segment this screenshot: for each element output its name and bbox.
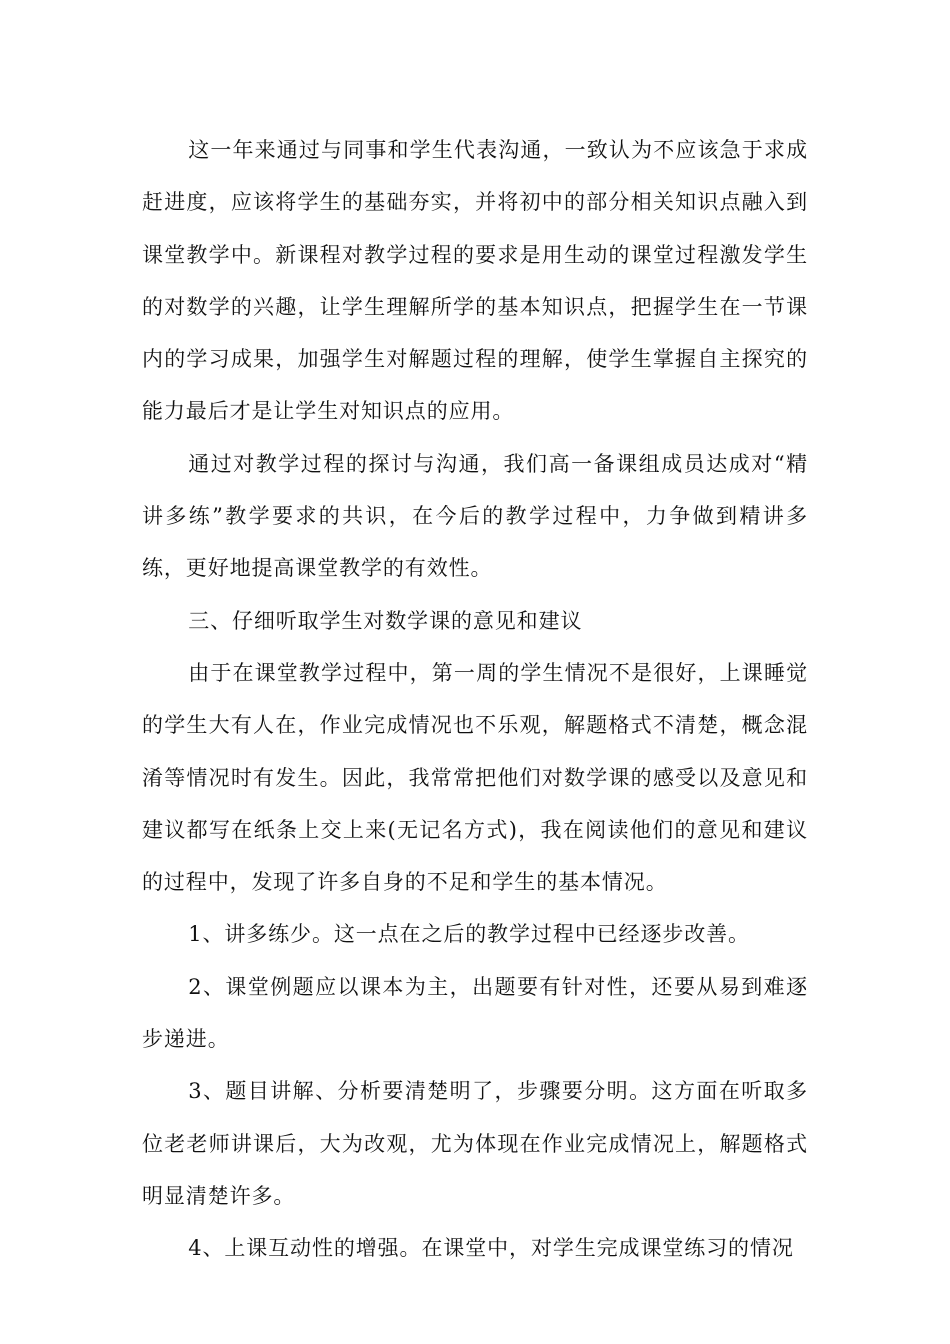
list-item-4: 4、上课互动性的增强。在课堂中，对学生完成课堂练习的情况 [188,1236,794,1261]
list-item-1: 1、讲多练少。这一点在之后的教学过程中已经逐步改善。 [188,922,750,947]
paragraph-1: 这一年来通过与同事和学生代表沟通，一致认为不应该急于求成赶进度，应该将学生的基础夯实，并将初中的部分相关知识点融入到课堂教学中。新课程对教学过程的要求是用生动的课堂过程激发学生的对数学的兴趣，让学生理解所学的基本知识点，把握学生在一节课内的学习成果，加强学生对解题过程的理解，使学生掌握自主探究的能力最后才是让学生对知识点的应用。 [142,138,808,424]
document-body [142,124,808,1275]
list-item-3: 3、题目讲解、分析要清楚明了，步骤要分明。这方面在听取多位老老师讲课后，大为改观，尤为体现在作业完成情况上，解题格式明显清楚许多。 [142,1079,808,1208]
paragraph-2: 通过对教学过程的探讨与沟通，我们高一备课组成员达成对“精讲多练”教学要求的共识，在今后的教学过程中，力争做到精讲多练，更好地提高课堂教学的有效性。 [142,451,808,581]
paragraph-3: 由于在课堂教学过程中，第一周的学生情况不是很好，上课睡觉的学生大有人在，作业完成情况也不乐观，解题格式不清楚，概念混淆等情况时有发生。因此，我常常把他们对数学课的感受以及意见和建议都写在纸条上交上来(无记名方式)，我在阅读他们的意见和建议的过程中，发现了许多自身的不足和学生的基本情况。 [142,660,808,895]
list-item-2: 2、课堂例题应以课本为主，出题要有针对性，还要从易到难逐步递进。 [142,974,808,1052]
section-heading-3: 三、仔细听取学生对数学课的意见和建议 [188,608,583,633]
